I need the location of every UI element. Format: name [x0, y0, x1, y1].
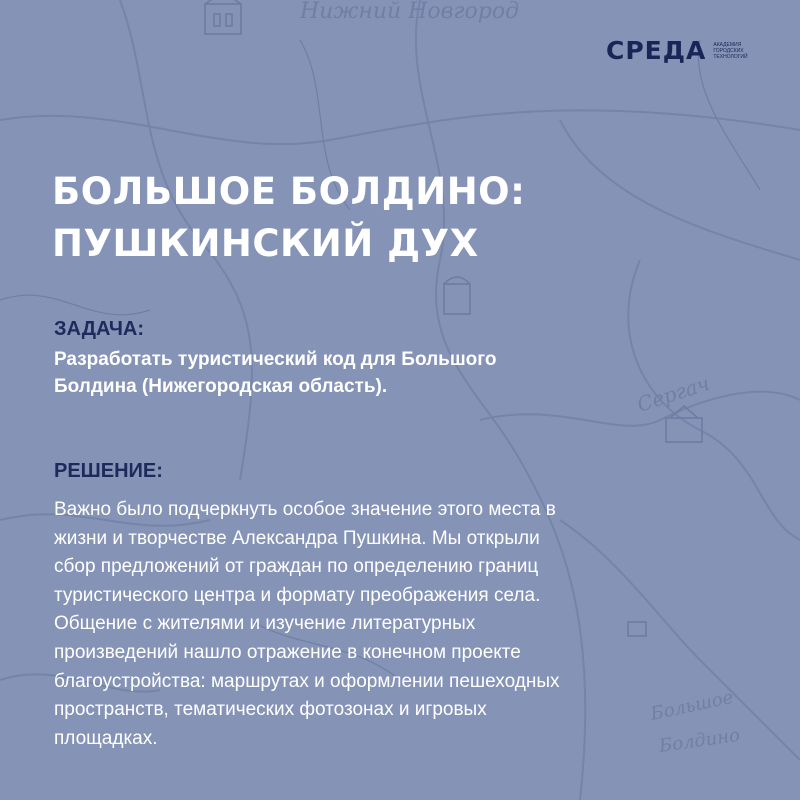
map-label-top: Нижний Новгород — [300, 0, 520, 24]
solution-line: произведений нашло отражение в конечном проекте — [54, 641, 521, 663]
task-description — [54, 346, 694, 400]
title-line: ПУШКИНСКИЙ ДУХ — [52, 222, 479, 265]
brand-logo — [606, 36, 753, 65]
map-label-bottom-1: Большое — [648, 686, 736, 725]
solution-description — [54, 496, 754, 753]
task-line: Разработать туристический код для Большого — [54, 349, 497, 370]
logo-wordmark: СРЕДА — [606, 36, 707, 65]
task-line: Болдина (Нижегородская область). — [54, 376, 388, 397]
task-heading: ЗАДАЧА: — [54, 318, 145, 340]
solution-heading: РЕШЕНИЕ: — [54, 460, 163, 482]
solution-line: благоустройства: маршрутах и оформлении пешеходных — [54, 670, 560, 692]
solution-line: Важно было подчеркнуть особое значение этого места в — [54, 499, 556, 520]
logo-tagline-line: АКАДЕМИЯ — [713, 41, 742, 48]
map-label-bottom-2: Болдино — [657, 724, 742, 757]
page-title — [52, 166, 752, 270]
solution-line: жизни и творчестве Александра Пушкина. Мы открыли — [54, 527, 540, 549]
title-line: БОЛЬШОЕ БОЛДИНО: — [52, 170, 526, 213]
solution-line: Общение с жителями и изучение литературных — [54, 613, 476, 635]
solution-line: туристического центра и формату преображения села. — [54, 584, 541, 606]
logo-tagline-line: ГОРОДСКИХ — [713, 47, 744, 54]
solution-line: пространств, тематических фотозонах и игровых — [54, 699, 487, 721]
logo-tagline-line: ТЕХНОЛОГИЙ — [713, 53, 748, 60]
solution-line: сбор предложений от граждан по определению границ — [54, 556, 539, 578]
solution-line: площадках. — [54, 727, 158, 749]
map-label-right: Сергач — [634, 370, 713, 417]
logo-tagline — [713, 42, 753, 60]
